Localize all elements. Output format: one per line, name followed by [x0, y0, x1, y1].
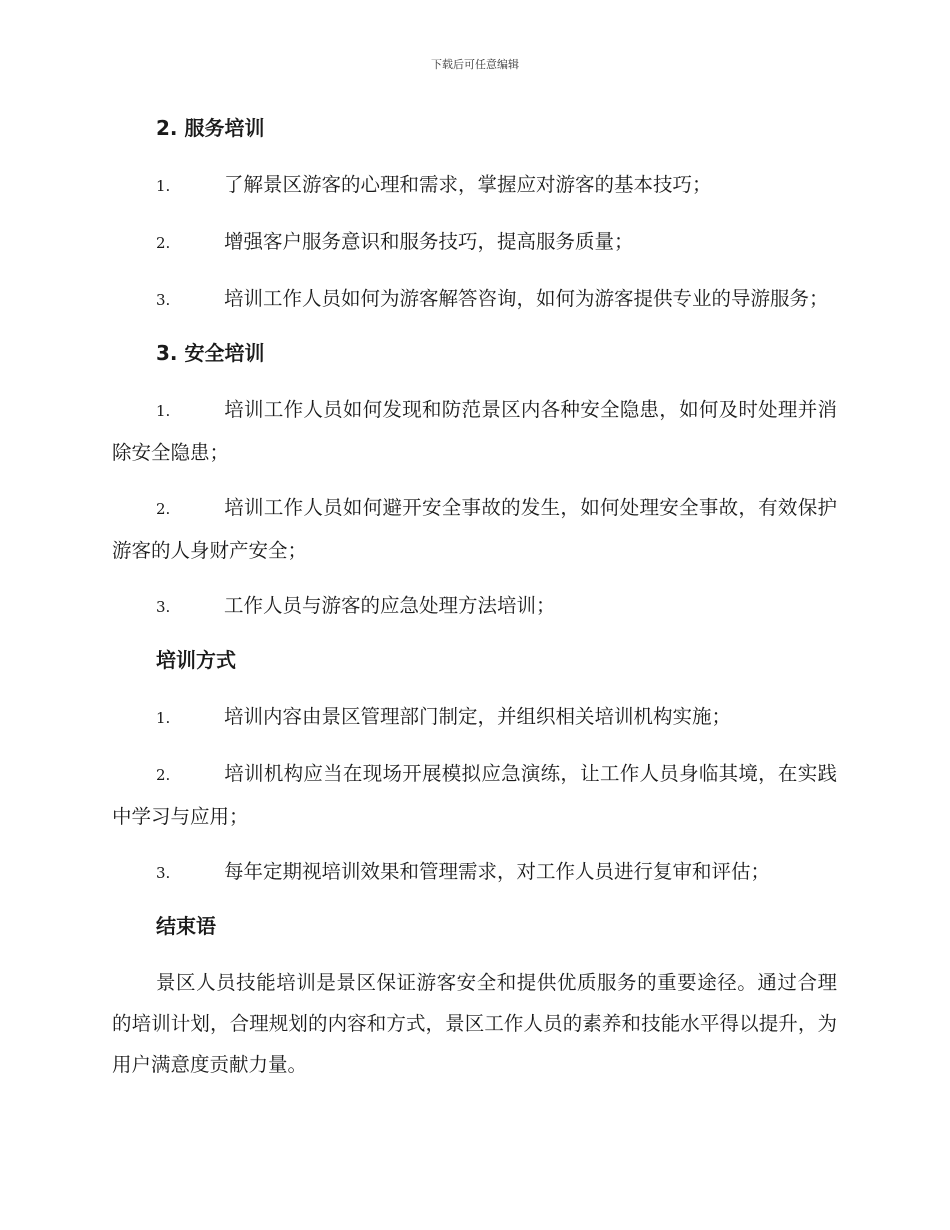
list-text: 每年定期视培训效果和管理需求，对工作人员进行复审和评估；: [224, 860, 771, 883]
conclusion-paragraph: 景区人员技能培训是景区保证游客安全和提供优质服务的重要途径。通过合理的培训计划，合理规划的内容和方式，景区工作人员的素养和技能水平得以提升，为用户满意度贡献力量。: [112, 971, 837, 1076]
section-heading: 结束语: [156, 914, 216, 938]
list-text: 培训内容由景区管理部门制定，并组织相关培训机构实施；: [224, 705, 732, 728]
section-service-training: [112, 110, 837, 321]
list-text: 增强客户服务意识和服务技巧，提高服务质量；: [224, 230, 634, 253]
section-heading: 3. 安全培训: [156, 341, 265, 365]
list-text: 培训工作人员如何为游客解答咨询，如何为游客提供专业的导游服务；: [224, 287, 829, 310]
list-number: 3.: [156, 864, 171, 882]
list-text: 培训机构应当在现场开展模拟应急演练，让工作人员身临其境，在实践中学习与应用；: [112, 762, 837, 828]
section-conclusion: [112, 908, 837, 1085]
document-body: [112, 110, 837, 1085]
section-safety-training: [112, 335, 837, 628]
list-number: 2.: [156, 500, 171, 518]
list-number: 3.: [156, 291, 171, 309]
list-text: 工作人员与游客的应急处理方法培训；: [224, 594, 556, 617]
list-item: [112, 487, 837, 571]
list-number: 2.: [156, 234, 171, 252]
section-training-method: [112, 642, 837, 894]
list-text: 培训工作人员如何避开安全事故的发生，如何处理安全事故，有效保护游客的人身财产安全；: [112, 496, 837, 562]
list-item: [112, 696, 837, 739]
list-text: 培训工作人员如何发现和防范景区内各种安全隐患，如何及时处理并消除安全隐患；: [112, 398, 837, 464]
list-text: 了解景区游客的心理和需求，掌握应对游客的基本技巧；: [224, 173, 712, 196]
list-item: [112, 389, 837, 473]
section-heading: 培训方式: [156, 648, 236, 672]
list-item: [112, 278, 837, 321]
list-item: [112, 753, 837, 837]
section-heading: 2. 服务培训: [156, 116, 265, 140]
list-item: [112, 585, 837, 628]
list-item: [112, 851, 837, 894]
header-note: 下载后可任意编辑: [431, 58, 519, 71]
list-number: 3.: [156, 598, 171, 616]
list-item: [112, 221, 837, 264]
list-number: 1.: [156, 709, 171, 727]
list-number: 1.: [156, 402, 171, 420]
list-number: 2.: [156, 766, 171, 784]
list-item: [112, 164, 837, 207]
list-number: 1.: [156, 177, 171, 195]
